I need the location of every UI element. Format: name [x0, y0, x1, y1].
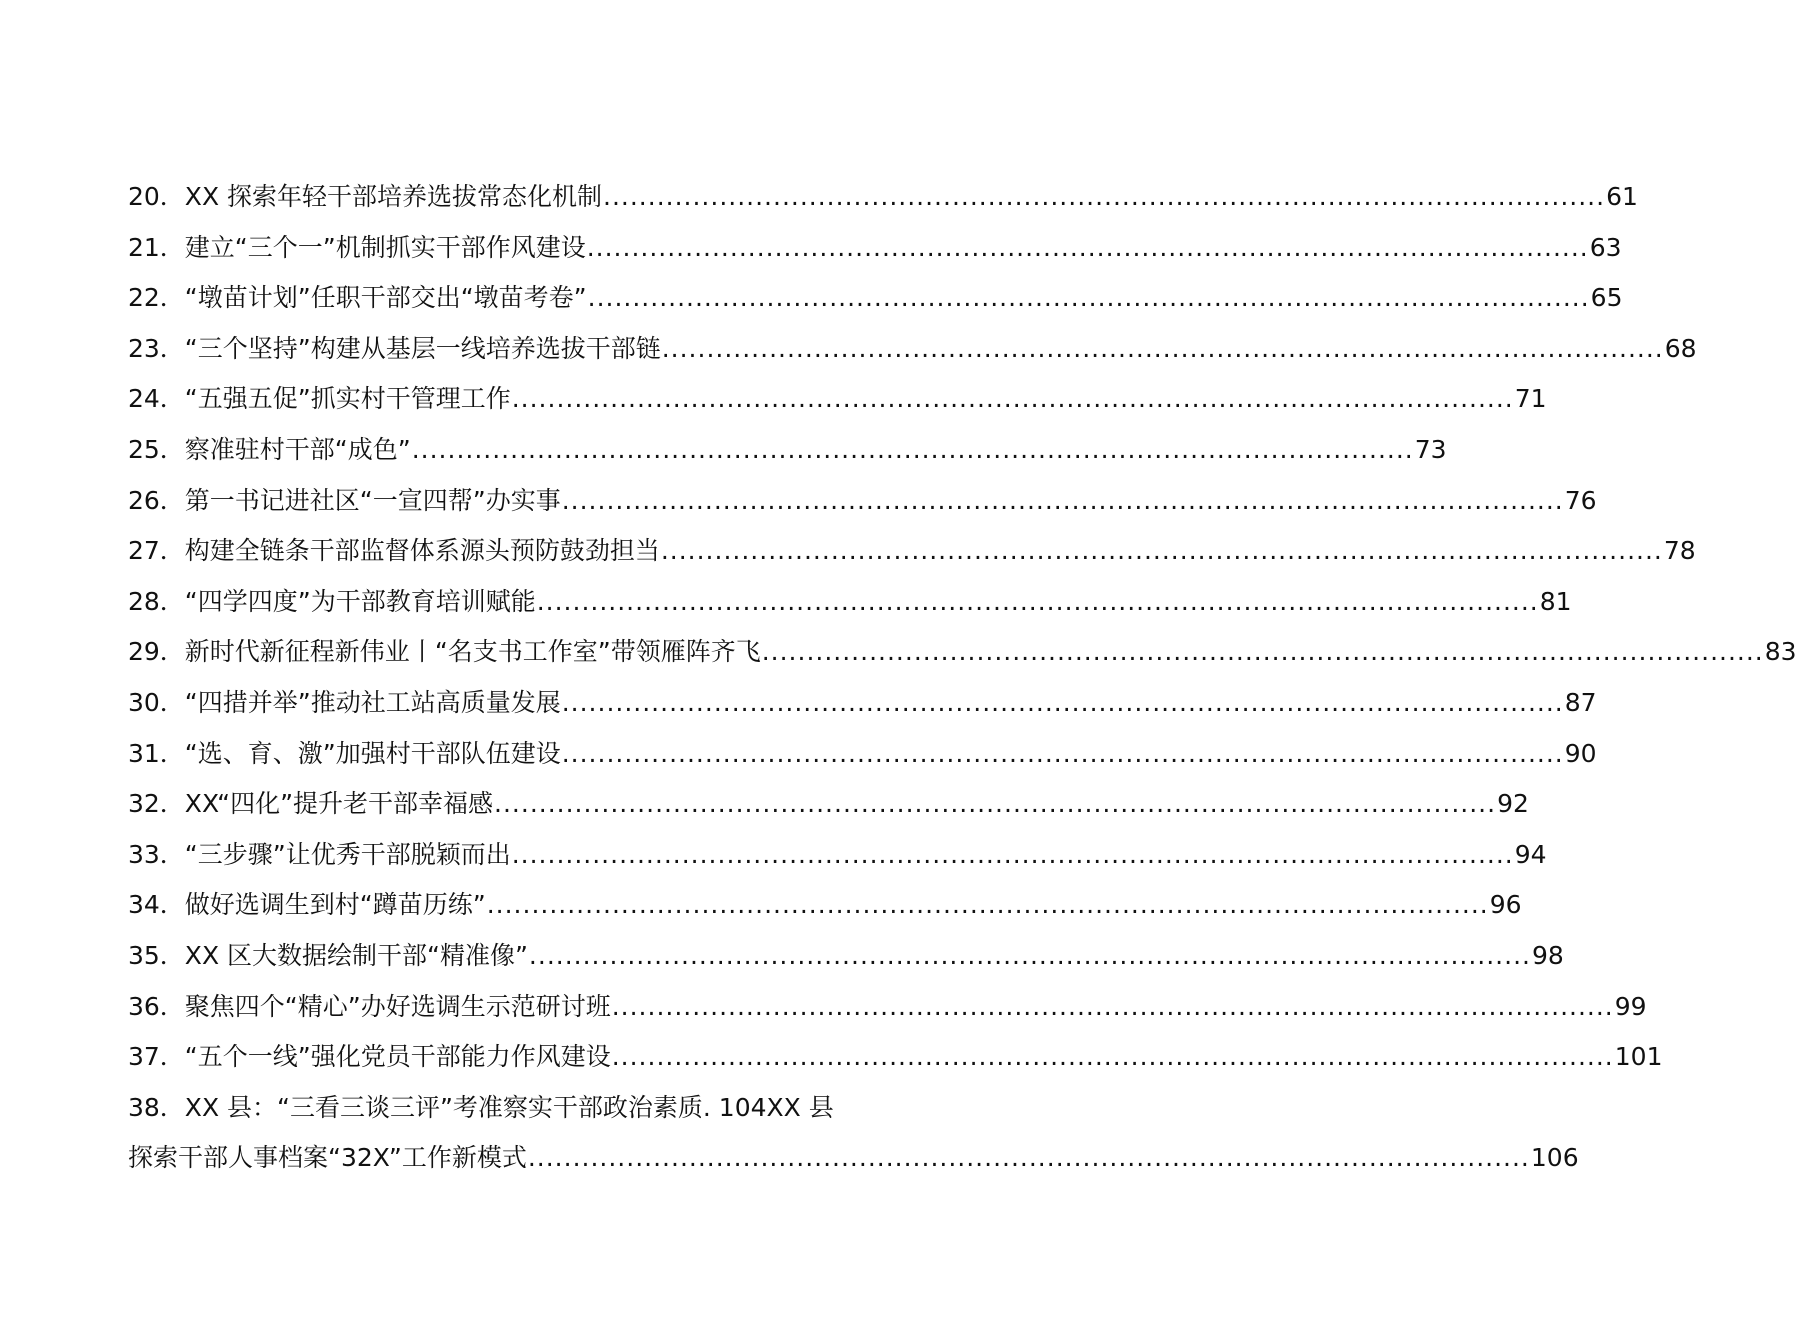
toc-entry-title: 33．“三步骤”让优秀干部脱颖而出	[128, 839, 511, 869]
toc-entry-30[interactable]	[128, 678, 1597, 729]
toc-entry-34[interactable]	[128, 880, 1522, 931]
toc-page-number: 71	[1514, 384, 1547, 414]
toc-entry-39[interactable]	[128, 1133, 1579, 1184]
toc-entry-title: 35．XX 区大数据绘制干部“精准像”	[128, 940, 528, 970]
toc-page-number: 87	[1564, 687, 1597, 717]
toc-dot-leader	[486, 880, 1490, 931]
toc-dot-leader	[527, 1133, 1531, 1184]
toc-entry-29[interactable]	[128, 627, 1797, 678]
toc-page-number: 68	[1664, 333, 1697, 363]
toc-page-number: 90	[1564, 738, 1597, 768]
toc-entry-title: 23．“三个坚持”构建从基层一线培养选拔干部链	[128, 333, 661, 363]
toc-entry-title: 36．聚焦四个“精心”办好选调生示范研讨班	[128, 991, 611, 1021]
toc-page-number: 92	[1497, 789, 1529, 819]
toc-entry-title: 32．XX“四化”提升老干部幸福感	[128, 789, 494, 819]
toc-entry-37[interactable]	[128, 1032, 1663, 1083]
toc-entry-title: 28．“四学四度”为干部教育培训赋能	[128, 586, 536, 616]
toc-page-number: 101	[1614, 1042, 1663, 1072]
toc-entry-title: 25．察准驻村干部“成色”	[128, 434, 411, 464]
toc-entry-title: 27．构建全链条干部监督体系源头预防鼓劲担当	[128, 536, 660, 566]
toc-entry-36[interactable]	[128, 982, 1647, 1033]
toc-entry-title: 38．XX 县：“三看三谈三评”考准察实干部政治素质. 104XX 县	[128, 1092, 834, 1122]
toc-entry-title: 22．“墩苗计划”任职干部交出“墩苗考卷”	[128, 283, 587, 313]
toc-dot-leader	[411, 425, 1415, 476]
toc-entry-28[interactable]	[128, 577, 1572, 628]
toc-dot-leader	[511, 374, 1515, 425]
toc-entry-title: 探索干部人事档案“32X”工作新模式	[128, 1143, 527, 1173]
toc-page-number: 65	[1590, 283, 1623, 313]
toc-entry-title: 37．“五个一线”强化党员干部能力作风建设	[128, 1042, 611, 1072]
toc-entry-title: 21．建立“三个一”机制抓实干部作风建设	[128, 232, 586, 262]
toc-dot-leader	[611, 982, 1615, 1033]
toc-entry-title: 34．做好选调生到村“蹲苗历练”	[128, 890, 486, 920]
toc-entry-title: 26．第一书记进社区“一宣四帮”办实事	[128, 485, 561, 515]
toc-page-number: 99	[1614, 991, 1647, 1021]
toc-entry-31[interactable]	[128, 729, 1597, 780]
toc-entry-title: 24．“五强五促”抓实村干管理工作	[128, 384, 511, 414]
toc-dot-leader	[660, 526, 1664, 577]
toc-dot-leader	[587, 273, 1591, 324]
toc-entry-21[interactable]	[128, 223, 1622, 274]
toc-entry-20[interactable]	[128, 172, 1638, 223]
toc-page-number: 98	[1531, 940, 1564, 970]
toc-entry-33[interactable]	[128, 830, 1547, 881]
toc-dot-leader	[611, 1032, 1615, 1083]
toc-entry-32[interactable]	[128, 779, 1529, 830]
toc-page-number: 73	[1414, 434, 1447, 464]
table-of-contents	[128, 172, 1797, 1184]
toc-entry-title: 31．“选、育、激”加强村干部队伍建设	[128, 738, 561, 768]
toc-page-number: 61	[1606, 182, 1638, 211]
toc-entry-title: 29．新时代新征程新伟业丨“名支书工作室”带领雁阵齐飞	[128, 637, 761, 667]
toc-page-number: 81	[1539, 586, 1572, 616]
toc-dot-leader	[493, 779, 1497, 830]
toc-dot-leader	[536, 577, 1540, 628]
toc-entry-27[interactable]	[128, 526, 1696, 577]
toc-page-number: 94	[1514, 839, 1547, 869]
toc-entry-35[interactable]	[128, 931, 1564, 982]
toc-dot-leader	[661, 324, 1665, 375]
toc-dot-leader	[586, 223, 1590, 274]
toc-page-number: 83	[1764, 637, 1797, 667]
toc-entry-22[interactable]	[128, 273, 1623, 324]
toc-entry-title: 30．“四措并举”推动社工站高质量发展	[128, 687, 561, 717]
toc-entry-38[interactable]	[128, 1083, 832, 1134]
toc-entry-24[interactable]	[128, 374, 1547, 425]
toc-page-number: 96	[1489, 890, 1522, 920]
toc-dot-leader	[761, 627, 1765, 678]
toc-dot-leader	[528, 931, 1532, 982]
toc-page-number: 63	[1589, 232, 1622, 262]
toc-entry-26[interactable]	[128, 476, 1597, 527]
toc-page-number: 76	[1564, 485, 1597, 515]
toc-dot-leader	[561, 476, 1565, 527]
toc-page-number: 78	[1663, 536, 1696, 566]
toc-entry-25[interactable]	[128, 425, 1447, 476]
toc-dot-leader	[561, 729, 1565, 780]
toc-entry-23[interactable]	[128, 324, 1697, 375]
toc-entry-title: 20．XX 探索年轻干部培养选拔常态化机制	[128, 182, 603, 211]
toc-dot-leader	[602, 172, 1606, 223]
toc-dot-leader	[561, 678, 1565, 729]
toc-dot-leader	[511, 830, 1515, 881]
toc-page-number: 106	[1530, 1143, 1579, 1173]
